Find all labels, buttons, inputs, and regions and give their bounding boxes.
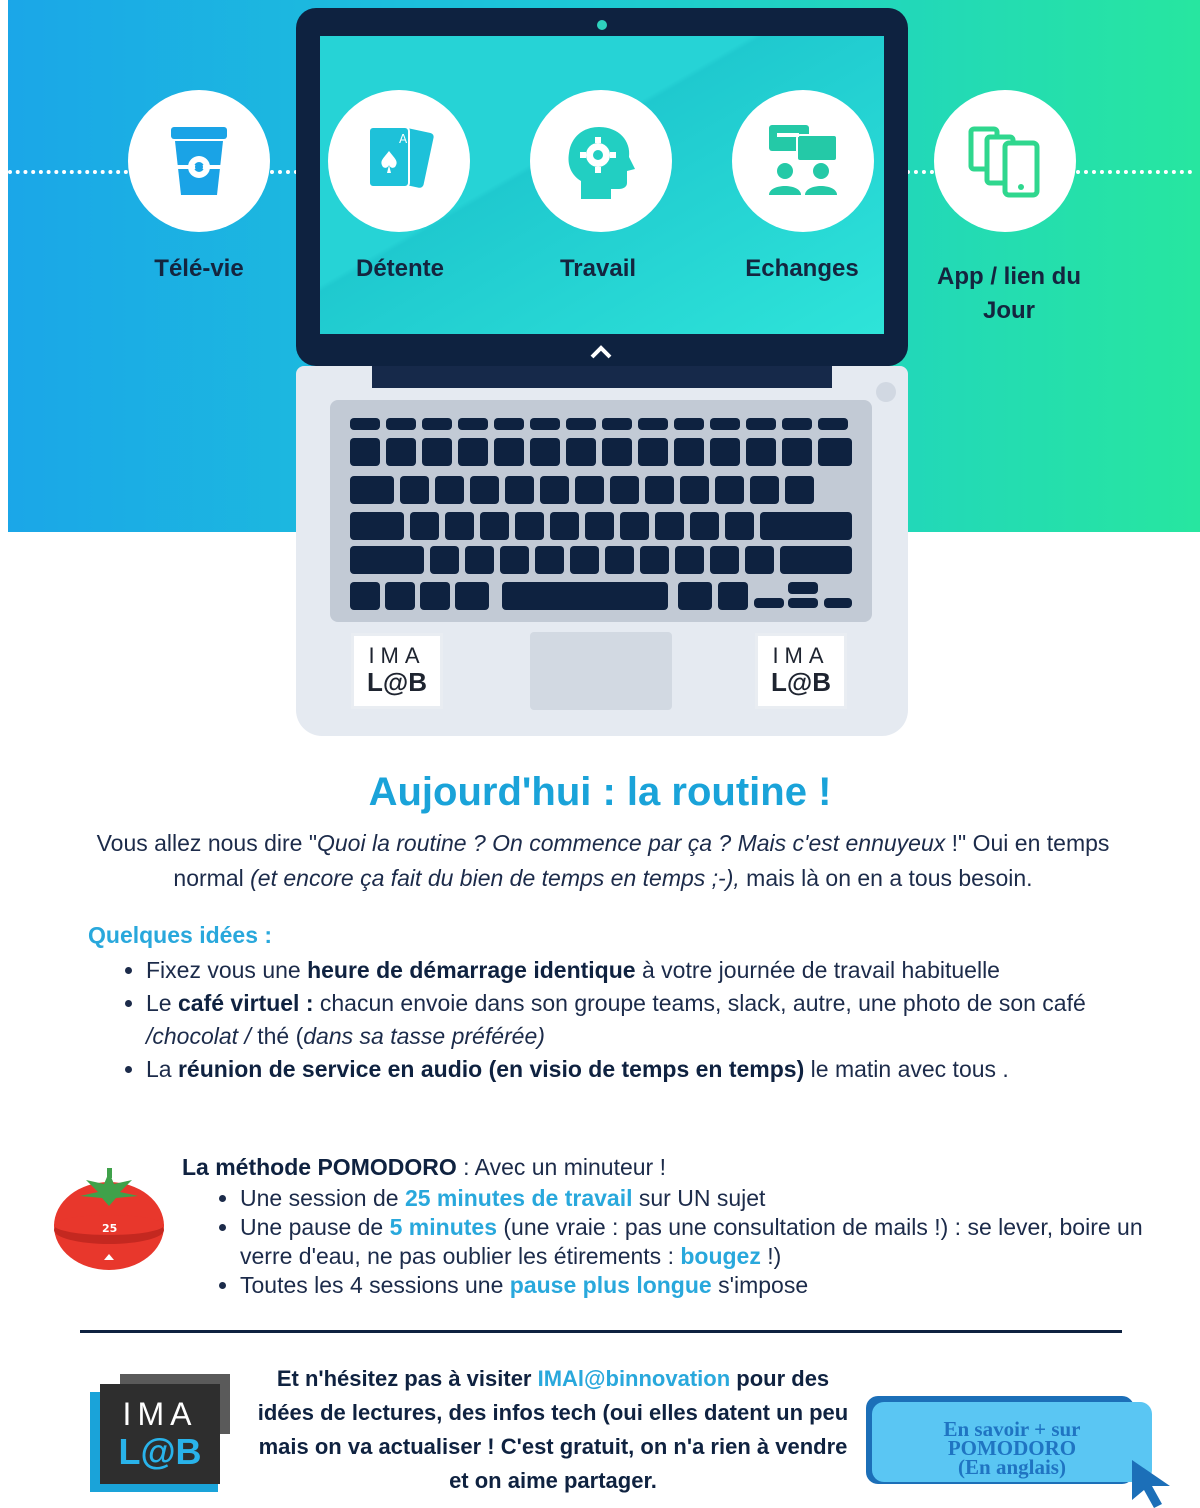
item-text: sur UN sujet [632, 1185, 766, 1211]
keyboard-key [640, 546, 669, 574]
chat-people-icon [763, 121, 843, 201]
keyboard-key [674, 418, 704, 430]
keyboard-key [725, 512, 754, 540]
item-text: chacun envoie dans son groupe teams, slack, autre, une photo de son café [313, 990, 1086, 1016]
pomodoro-heading [182, 1154, 666, 1181]
keyboard-key [746, 438, 776, 466]
keyboard-key [782, 418, 812, 430]
intro-aside: (et encore ça fait du bien de temps en temps ;-), [250, 865, 740, 891]
keyboard-key [386, 418, 416, 430]
keyboard-key [674, 438, 704, 466]
keyboard-key [566, 438, 596, 466]
keyboard-key [575, 476, 604, 504]
ima-sticker-line2: L@B [770, 667, 831, 697]
keyboard-key [750, 476, 779, 504]
keyboard-key [645, 476, 674, 504]
item-text: Le [146, 990, 178, 1016]
laptop-keyboard [330, 400, 872, 622]
ideas-list [116, 954, 1156, 1086]
keyboard-key [690, 512, 719, 540]
pomodoro-info-button[interactable] [872, 1402, 1152, 1482]
keyboard-key [602, 418, 632, 430]
keyboard-key [502, 582, 668, 610]
keyboard-key [550, 512, 579, 540]
pomodoro-heading-rest: : Avec un minuteur ! [456, 1154, 666, 1180]
keyboard-key [430, 546, 459, 574]
cta-line3: (En anglais) [958, 1455, 1066, 1479]
ideas-heading: Quelques idées : [88, 922, 273, 948]
keyboard-key [470, 476, 499, 504]
keyboard-key [620, 512, 649, 540]
intro-quote: Quoi la routine ? On commence par ça ? Mais c'est ennuyeux [317, 830, 946, 856]
category-label: Travail [559, 255, 637, 282]
keyboard-key [350, 582, 380, 610]
ima-lab-sticker [758, 636, 844, 706]
ima-sticker-line1: IMA [368, 643, 426, 668]
laptop-trackpad [530, 632, 672, 710]
keyboard-key [422, 418, 452, 430]
category-label: Détente [355, 255, 445, 282]
ima-sticker-line1: IMA [772, 643, 830, 668]
keyboard-key [566, 418, 596, 430]
keyboard-key [818, 418, 848, 430]
keyboard-key [710, 418, 740, 430]
keyboard-key [458, 418, 488, 430]
dotted-line [1076, 170, 1192, 174]
keyboard-key [458, 438, 488, 466]
item-highlight: bougez [680, 1243, 761, 1269]
intro-paragraph [88, 826, 1118, 896]
item-text: à votre journée de travail habituelle [635, 957, 1000, 983]
keyboard-key [540, 476, 569, 504]
intro-text: mais là on en a tous besoin. [739, 865, 1033, 891]
item-bold: réunion de service en audio (en visio de temps en temps) [177, 1056, 805, 1082]
keyboard-key [350, 438, 380, 466]
category-app-du-jour[interactable] [934, 90, 1076, 232]
list-item [240, 1184, 1170, 1213]
imalab-link[interactable]: IMAl@binnovation [537, 1366, 731, 1391]
keyboard-key [785, 476, 814, 504]
keyboard-key [610, 476, 639, 504]
cta-line1: En savoir + sur [943, 1417, 1081, 1441]
category-travail[interactable] [530, 90, 672, 232]
pomodoro-list [210, 1184, 1170, 1300]
keyboard-key [445, 512, 474, 540]
item-highlight: pause plus longue [509, 1272, 712, 1298]
head-gear-icon [561, 121, 641, 201]
keyboard-key [760, 512, 852, 540]
keyboard-key [710, 438, 740, 466]
keyboard-key [350, 546, 424, 574]
page-border [0, 0, 8, 1508]
cta-line2: POMODORO [947, 1436, 1077, 1460]
timer-value: 25 [102, 1222, 118, 1235]
item-text: La [146, 1056, 178, 1082]
intro-text: Vous allez nous dire " [96, 830, 317, 856]
list-item [240, 1213, 1170, 1271]
svg-text:A: A [399, 132, 408, 146]
keyboard-key [386, 438, 416, 466]
keyboard-key [746, 418, 776, 430]
chevron-up-icon [590, 344, 612, 360]
category-label [909, 260, 1109, 328]
keyboard-key [678, 582, 712, 610]
item-text: Toutes les 4 sessions une [240, 1272, 510, 1298]
page-title: Aujourd'hui : la routine ! [368, 770, 832, 814]
dotted-line [8, 170, 128, 174]
keyboard-key [350, 512, 404, 540]
ima-sticker-line2: L@B [366, 667, 427, 697]
item-highlight: 5 minutes [389, 1214, 497, 1240]
keyboard-key [680, 476, 709, 504]
keyboard-key [465, 546, 494, 574]
item-italic: dans sa tasse préférée) [303, 1023, 545, 1049]
visit-text: Et n'hésitez pas à visiter [276, 1366, 538, 1391]
keyboard-key [585, 512, 614, 540]
item-bold: heure de démarrage identique [307, 957, 636, 983]
category-echanges[interactable] [732, 90, 874, 232]
keyboard-key [638, 438, 668, 466]
keyboard-key [400, 476, 429, 504]
devices-icon [965, 121, 1045, 201]
keyboard-key [754, 598, 784, 608]
category-label: Télé-vie [154, 255, 244, 282]
keyboard-key [710, 546, 739, 574]
item-text: Fixez vous une [146, 957, 308, 983]
item-italic: /chocolat / [146, 1023, 251, 1049]
keyboard-key [788, 582, 818, 594]
intro-text: !" Oui en temps normal [173, 830, 1110, 891]
list-item [146, 1053, 1156, 1086]
category-tele-vie[interactable] [128, 90, 270, 232]
keyboard-key [455, 582, 489, 610]
keyboard-key [638, 418, 668, 430]
keyboard-key [570, 546, 599, 574]
keyboard-key [422, 438, 452, 466]
category-label-line1: App / lien du [937, 263, 1081, 290]
keyboard-key [350, 476, 394, 504]
keyboard-key [605, 546, 634, 574]
keyboard-key [715, 476, 744, 504]
tomato-timer-icon [52, 1168, 166, 1272]
keyboard-key [385, 582, 415, 610]
ima-lab-sticker [354, 636, 440, 706]
keyboard-key [480, 512, 509, 540]
item-text: le matin avec tous . [804, 1056, 1009, 1082]
keyboard-key [718, 582, 748, 610]
keyboard-key [655, 512, 684, 540]
item-text: Une session de [240, 1185, 405, 1211]
list-item [146, 954, 1156, 987]
mouse-pointer-icon [1130, 1458, 1178, 1508]
section-divider [80, 1330, 1122, 1333]
item-text: s'impose [711, 1272, 809, 1298]
item-text: !) [760, 1243, 782, 1269]
keyboard-key [745, 546, 774, 574]
keyboard-key [602, 438, 632, 466]
coffee-cup-icon [159, 121, 239, 201]
keyboard-key [350, 418, 380, 430]
keyboard-key [780, 546, 852, 574]
list-item [240, 1271, 1170, 1300]
keyboard-key [530, 418, 560, 430]
keyboard-key [675, 546, 704, 574]
logo-line1: IMA [122, 1396, 198, 1432]
category-label-line2: Jour [982, 297, 1035, 324]
keyboard-key [535, 546, 564, 574]
keyboard-key [788, 598, 818, 608]
keyboard-key [500, 546, 529, 574]
laptop-power-button [876, 382, 896, 402]
laptop-hinge [372, 366, 832, 388]
item-bold: café virtuel : [177, 990, 314, 1016]
item-highlight: 25 minutes de travail [404, 1185, 633, 1211]
pomodoro-heading-bold: La méthode POMODORO [182, 1154, 457, 1180]
logo-line2: L@B [118, 1431, 202, 1472]
item-text: (une vraie : pas une consultation de mails !) : se lever, boire un verre d'eau, ne pas oublier les étirements : [240, 1214, 1143, 1269]
item-text: thé ( [250, 1023, 304, 1049]
visit-paragraph [248, 1362, 858, 1498]
keyboard-key [824, 598, 852, 608]
visit-text: pour des idées de lectures, des infos tech (oui elles datent un peu mais on va actualiser ! C'est gratuit, on n'a rien à vendre et on aime partager. [257, 1366, 849, 1493]
keyboard-key [818, 438, 852, 466]
category-detente[interactable] [328, 90, 470, 232]
keyboard-key [494, 418, 524, 430]
keyboard-key [435, 476, 464, 504]
webcam-dot [597, 20, 607, 30]
keyboard-key [505, 476, 534, 504]
keyboard-key [410, 512, 439, 540]
keyboard-key [494, 438, 524, 466]
ima-lab-logo [100, 1384, 220, 1484]
keyboard-key [782, 438, 812, 466]
item-text: Une pause de [240, 1214, 390, 1240]
playing-cards-icon [359, 121, 439, 201]
keyboard-key [420, 582, 450, 610]
keyboard-key [530, 438, 560, 466]
category-label: Echanges [745, 255, 859, 282]
keyboard-key [515, 512, 544, 540]
list-item [146, 987, 1156, 1053]
